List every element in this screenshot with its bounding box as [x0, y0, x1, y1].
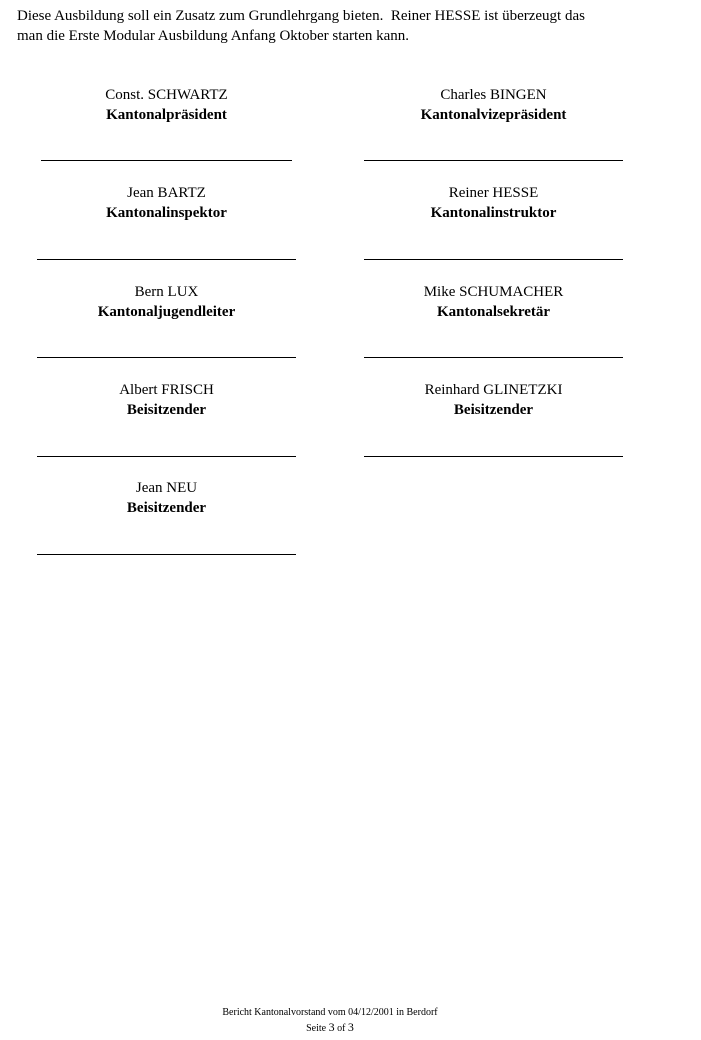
signature-line: [37, 456, 296, 457]
signature-block-vice-president: [364, 85, 623, 125]
signatory-name: Jean NEU: [135, 480, 198, 496]
signatory-role: Kantonalinspektor: [106, 205, 227, 221]
signature-block-secretary: [364, 282, 623, 322]
page-of: of: [337, 1023, 346, 1034]
signature-line: [364, 160, 623, 161]
signatory-role: Beisitzender: [126, 402, 207, 418]
signatory-name: Mike SCHUMACHER: [423, 284, 564, 300]
signatory-name: Jean BARTZ: [127, 185, 206, 201]
page-total: 3: [347, 1020, 354, 1034]
signature-line: [37, 259, 296, 260]
signatory-role: Beisitzender: [126, 500, 207, 516]
signatory-name: Albert FRISCH: [119, 382, 214, 398]
signatory-role: Kantonalsekretär: [436, 304, 551, 320]
signatory-role: Kantonaljugendleiter: [97, 304, 236, 320]
signatory-name: Const. SCHWARTZ: [105, 87, 228, 103]
signatory-name: Reinhard GLINETZKI: [424, 382, 563, 398]
intro-line-2: man die Erste Modular Ausbildung Anfang Oktober starten kann.: [17, 28, 410, 44]
signatory-name: Reiner HESSE: [448, 185, 539, 201]
signature-line: [37, 357, 296, 358]
intro-paragraph: [17, 6, 697, 46]
signature-block-assessor-2: [364, 380, 623, 420]
signatory-role: Kantonalinstruktor: [430, 205, 557, 221]
signature-line: [37, 554, 296, 555]
signature-line: [364, 456, 623, 457]
signature-block-assessor-3: [37, 478, 296, 518]
signature-block-instructor: [364, 183, 623, 223]
page-label: Seite: [306, 1023, 327, 1034]
signatory-role: Beisitzender: [453, 402, 534, 418]
signatory-name: Charles BINGEN: [440, 87, 547, 103]
signature-line: [364, 357, 623, 358]
page-footer: [0, 1006, 660, 1036]
page-current: 3: [328, 1020, 335, 1034]
signature-line: [41, 160, 292, 161]
signature-block-inspector: [37, 183, 296, 223]
signatory-role: Kantonalvizepräsident: [420, 107, 567, 123]
signature-block-youth-leader: [37, 282, 296, 322]
signatory-name: Bern LUX: [134, 284, 199, 300]
signatory-role: Kantonalpräsident: [106, 107, 227, 123]
footer-report-title: Bericht Kantonalvorstand vom 04/12/2001 in Berdorf: [222, 1007, 438, 1018]
signature-block-assessor-1: [37, 380, 296, 420]
page-number: [0, 1020, 660, 1036]
intro-line-1: Diese Ausbildung soll ein Zusatz zum Grundlehrgang bieten. Reiner HESSE ist überzeugt das: [17, 8, 585, 24]
signature-line: [364, 259, 623, 260]
signature-block-president: [37, 85, 296, 125]
